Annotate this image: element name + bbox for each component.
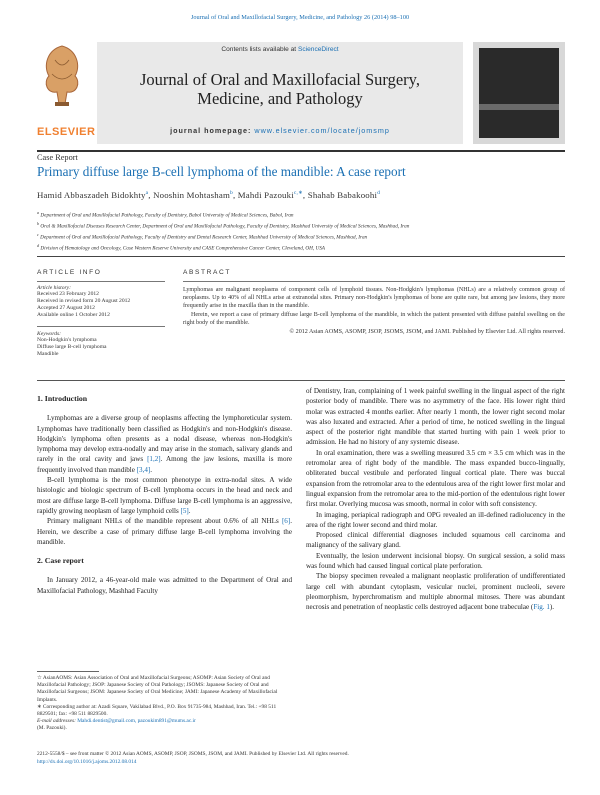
keyword: Diffuse large B-cell lymphoma [37, 344, 107, 351]
journal-reference[interactable]: Journal of Oral and Maxillofacial Surgery, Medicine, and Pathology 26 (2014) 98–100 [190, 14, 410, 21]
body-paragraph: Proposed clinical differential diagnoses included squamous cell carcinoma and malignancy of the salivary gland. [306, 531, 565, 550]
body-paragraph: Lymphomas are a diverse group of neoplasms affecting the lymphoreticular system. Lymphomas have traditionally been classified as Hodgkin's and non-Hodgkin's disease. Hodgkin's lymphoma often presents as a nodal disease, whereas non-Hodgkin's lymphoma may develop extra-nodally and may arise in the stomach, salivary glands and rarely in the oral cavity and jaws [1,2]. Among the jaw lesions, maxilla is more frequently involved than mandible [3,4]. [37, 414, 293, 474]
article-info [37, 269, 165, 359]
email-link[interactable]: Mahdi.dentist@gmail.com, pazoukim891@mums.ac.ir [77, 718, 196, 725]
article-history-title: Article history: [37, 284, 72, 291]
elsevier-tree-logo [37, 40, 87, 110]
footnote-corresponding-author: ∗ Corresponding author at: Azadi Square, Vakilabad Blvd., P.O. Box 91735-984, Mashhad, Iran. Tel.: +98 511 8829501; fax: +98 511 8829500. [37, 703, 277, 718]
body-paragraph: In oral examination, there was a swelling measured 3.5 cm × 3.5 cm which was in the retromolar area of right body of the mandible. The mass expanded bucco-lingually, obliterated buccal vestibule and perforated lingual cortical plate. There was buccal expansion from the retromolar area to the edentulous area of the right lower first molar and lingual expansion from the retromolar area to the mid-portion of the edentulous right lower first molar. Overlying mucosa was smooth, normal in color with soft consistency. [306, 448, 565, 509]
footnotes [37, 675, 292, 733]
issn-footer [37, 751, 565, 766]
author-affiliation-marker[interactable]: c,∗ [293, 190, 303, 197]
affiliation-line: $^d$ Division of Hematology and Oncology, Case Western Reserve University and CASE Comprehensive Cancer Center, Cleveland, OH, USA [37, 243, 325, 252]
left-column [37, 394, 292, 596]
figure-link[interactable]: Fig. 1 [533, 603, 550, 612]
header-divider [37, 150, 565, 152]
author-name: Mahdi Pazouki [237, 190, 294, 200]
abstract-divider [37, 380, 565, 381]
elsevier-wordmark: ELSEVIER [37, 126, 96, 138]
citation-link[interactable]: [6] [281, 517, 291, 526]
abstract-paragraph: Herein, we report a case of primary diffuse large B-cell lymphoma of the mandible, in which the patient presented with diffuse painful swelling on the right body of the mandible. [183, 311, 565, 327]
keyword: Non-Hodgkin's lymphoma [37, 337, 97, 343]
journal-homepage: journal homepage: www.elsevier.com/locate/jomsmp [170, 126, 390, 135]
journal-banner [97, 42, 463, 144]
footnote-abbreviations: ☆ AsianAOMS: Asian Association of Oral and Maxillofacial Surgeons; ASOMP: Asian Society of Oral and Maxillofacial Pathology; JSOP: Japanese Society of Oral Pathology; JSOMS: Japanese Society of Oral and Maxillofacial Surgeons; JSOM: Japanese Society of Oral Medicine; JAMI: Japanese Academy of Maxillofacial Implants. [37, 675, 278, 703]
keyword: Mandible [37, 351, 59, 358]
footnote-divider [37, 671, 99, 672]
right-column [306, 386, 565, 613]
author-list: Hamid Abbaszadeh Bidokhty$^a$, Nooshin Mohtasham$^b$, Mahdi Pazouki$^{c,∗}$, Shahab Babakoohi$^d$ [37, 190, 381, 200]
issn-line: 2212-5558/$ – see front matter © 2012 Asian AOMS, ASOMP, JSOP, JSOMS, JSOM, and JAMI. Published by Elsevier Ltd. All rights reserved. [37, 751, 349, 757]
homepage-link[interactable]: www.elsevier.com/locate/jomsmp [254, 126, 390, 135]
author-name: Hamid Abbaszadeh Bidokhty [37, 190, 146, 200]
section-heading-introduction: 1. Introduction [37, 394, 88, 403]
citation-link[interactable]: [5] [180, 506, 189, 515]
affiliation-divider [37, 256, 565, 257]
section-heading-case-report: 2. Case report [37, 556, 84, 566]
body-paragraph: In January 2012, a 46-year-old male was admitted to the Department of Oral and Maxillofacial Pathology, Mashhad Faculty [37, 576, 292, 595]
author-name: Nooshin Mohtasham [153, 190, 231, 200]
author-name: Shahab Babakoohi [307, 190, 378, 200]
journal-cover-thumbnail [473, 42, 565, 144]
author-affiliation-marker[interactable]: b [230, 190, 233, 197]
body-paragraph: Eventually, the lesion underwent incisional biopsy. On surgical session, a solid mass was found which had caused lingual cortical plate perforation. [306, 551, 565, 571]
citation-link[interactable]: [3,4] [136, 465, 151, 474]
body-paragraph: In imaging, periapical radiograph and OPG revealed an ill-defined radiolucency in the area of the right lower second and third molar. [306, 510, 565, 529]
abstract-paragraph: Lymphomas are malignant neoplasms of component cells of lymphoid tissues. Non-Hodgkin's lymphomas (NHLs) are a relatively common group of neoplasms. Up to 40% of all NHLs arise at extranodal sites. Primary non-Hodgkin's lymphomas of bone are quite rare, but among jaw lesions, they more frequently arise in the maxilla than in the mandible. [183, 286, 565, 310]
keywords-title: Keywords: [37, 331, 62, 337]
affiliations [37, 209, 565, 253]
history-date: Received 23 February 2012 [37, 290, 99, 297]
history-date: Available online 1 October 2012 [37, 312, 110, 319]
contents-available: Contents lists available at ScienceDirect [221, 46, 339, 53]
sciencedirect-link[interactable]: ScienceDirect [297, 46, 339, 53]
affiliation-line: $^c$ Department of Oral and Maxillofacial Pathology, Faculty of Dentistry and Dental Research Center, Mashhad University of Medical Sciences, Mashhad, Iran [37, 232, 368, 241]
body-paragraph: B-cell lymphoma is the most common phenotype in extra-nodal sites. A wide histologic and biologic spectrum of B-cell lymphoma occurs in the head and neck and most are diffuse large B-cell lymphoma. Diffuse large B-cell lymphoma is an aggressive, rapidly growing neoplasm of large lymphoid cells [5]. [37, 476, 292, 515]
affiliation-line: $^a$ Department of Oral and Maxillofacial Pathology, Faculty of Dentistry, Babol University of Medical Sciences, Babol, Iran [37, 210, 294, 219]
body-paragraph: of Dentistry, Iran, complaining of 1 week painful swelling in the lingual aspect of the right posterior body of mandible. There was no asymmetry of the face. His lower right third molar was extracted 4 months earlier. After nearly 1 month, the lower right second molar was also luxated and extracted. After a period of time, he noticed swelling in the lingual aspect of the posterior right mandible that started hurting with pain 1 week prior to admission. He had no history of any systemic disease. [306, 387, 565, 447]
body-paragraph: The biopsy specimen revealed a malignant neoplastic proliferation of undifferentiated large cell with abundant cytoplasm, vesicular nuclei, prominent nucleoli, severe pleomorphism, hyperchromatism and multiple abnormal mitoses. There was abundant necrosis and penetration of neoplastic cells destroyed adjacent bone trabeculae (Fig. 1). [306, 572, 565, 612]
journal-header [37, 42, 565, 150]
body-paragraph: Primary malignant NHLs of the mandible represent about 0.6% of all NHLs [6]. Herein, we describe a case of primary diffuse large B-cell lymphoma involving the mandible. [37, 517, 292, 546]
doi-link[interactable]: http://dx.doi.org/10.1016/j.ajoms.2012.08.014 [37, 758, 137, 765]
history-date: Accepted 27 August 2012 [37, 305, 95, 311]
article-type: Case Report [37, 153, 78, 162]
citation-link[interactable]: [1,2] [147, 455, 161, 464]
journal-title: Journal of Oral and Maxillofacial Surgery, Medicine, and Pathology [140, 70, 420, 108]
affiliation-line: $^b$ Oral & Maxillofacial Diseases Research Center, Department of Oral and Maxillofacial Pathology, Faculty of Dentistry, Mashhad University of Medical Sciences, Mashhad, Iran [37, 221, 410, 230]
footnote-email-name: (M. Pazouki). [37, 725, 67, 732]
history-date: Received in revised form 20 August 2012 [37, 297, 131, 304]
abstract [183, 269, 565, 336]
author-affiliation-marker[interactable]: d [377, 190, 381, 197]
footnote-emails: E-mail addresses: Mahdi.dentist@gmail.com, pazoukim891@mums.ac.ir [37, 718, 196, 725]
author-affiliation-marker[interactable]: a [145, 190, 149, 197]
abstract-copyright: © 2012 Asian AOMS, ASOMP, JSOP, JSOMS, JSOM, and JAMI. Published by Elsevier Ltd. All rights reserved. [289, 328, 565, 335]
article-info-heading: ARTICLE INFO [37, 269, 102, 276]
abstract-heading: ABSTRACT [183, 269, 231, 276]
article-title: Primary diffuse large B-cell lymphoma of the mandible: A case report [37, 164, 406, 179]
